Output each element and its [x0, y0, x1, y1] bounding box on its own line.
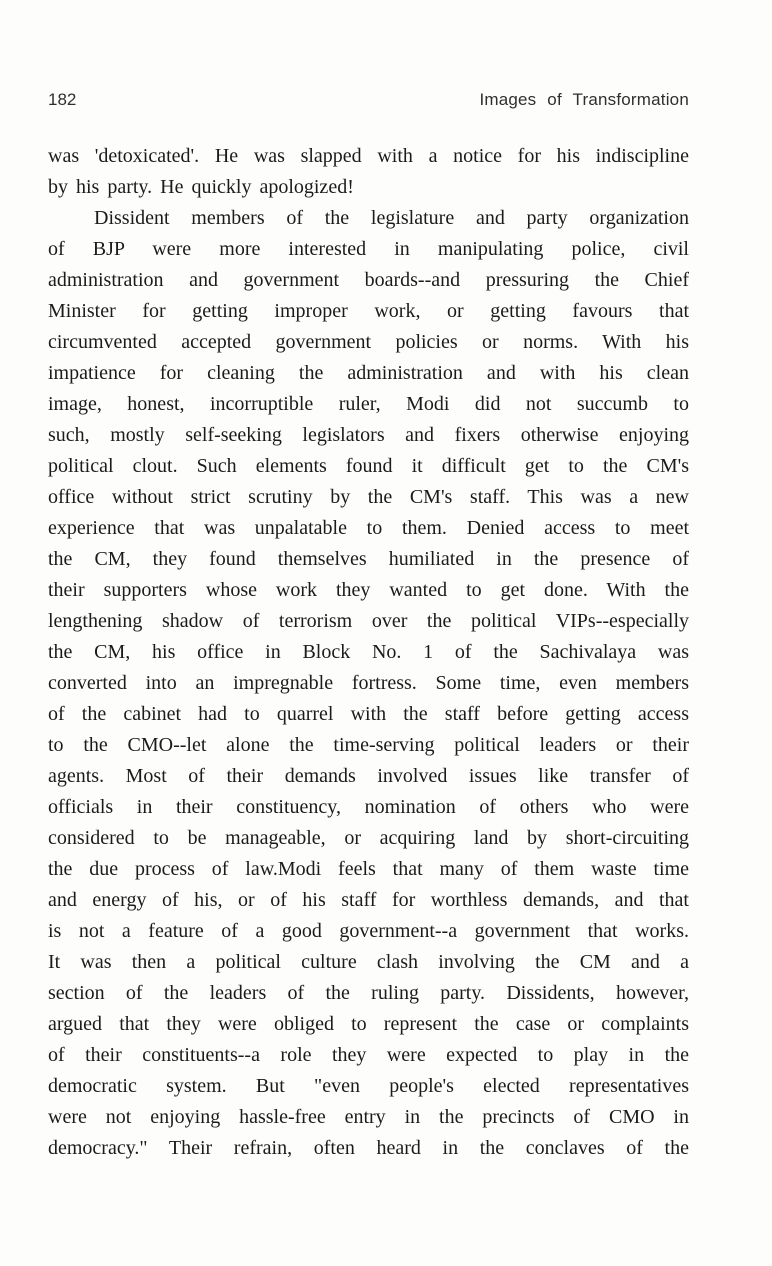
page-header	[48, 90, 689, 110]
text-line: the CM, his office in Block No. 1 of the Sachivalaya was	[48, 641, 689, 663]
text-line: political clout. Such elements found it difficult get to the CM's	[48, 455, 689, 477]
text-line: Dissident members of the legislature and party organization	[94, 207, 689, 229]
text-line: were not enjoying hassle-free entry in the precincts of CMO in	[48, 1106, 689, 1128]
text-line: image, honest, incorruptible ruler, Modi did not succumb to	[48, 393, 689, 415]
text-line: and energy of his, or of his staff for worthless demands, and that	[48, 889, 689, 911]
text-line: Minister for getting improper work, or getting favours that	[48, 300, 689, 322]
text-line: the due process of law.Modi feels that many of them waste time	[48, 858, 689, 880]
text-line: agents. Most of their demands involved issues like transfer of	[48, 765, 689, 787]
text-line: lengthening shadow of terrorism over the political VIPs--especially	[48, 610, 689, 632]
text-line: is not a feature of a good government--a government that works.	[48, 920, 689, 942]
paragraph	[48, 203, 689, 1164]
text-line: was 'detoxicated'. He was slapped with a notice for his indiscipline	[48, 145, 689, 167]
paragraph	[48, 141, 689, 203]
text-line: It was then a political culture clash involving the CM and a	[48, 951, 689, 973]
text-line: administration and government boards--and pressuring the Chief	[48, 269, 689, 291]
text-line: argued that they were obliged to represent the case or complaints	[48, 1013, 689, 1035]
text-line: converted into an impregnable fortress. Some time, even members	[48, 672, 689, 694]
text-line: the CM, they found themselves humiliated in the presence of	[48, 548, 689, 570]
text-line: by his party. He quickly apologized!	[48, 176, 354, 198]
page-number: 182	[48, 90, 77, 109]
running-head-title: Images of Transformation	[479, 90, 689, 109]
text-line: office without strict scrutiny by the CM's staff. This was a new	[48, 486, 689, 508]
text-line: of the cabinet had to quarrel with the staff before getting access	[48, 703, 689, 725]
text-line: impatience for cleaning the administration and with his clean	[48, 362, 689, 384]
text-line: democratic system. But "even people's elected representatives	[48, 1075, 689, 1097]
text-line: considered to be manageable, or acquiring land by short-circuiting	[48, 827, 689, 849]
text-line: democracy." Their refrain, often heard in the conclaves of the	[48, 1137, 689, 1159]
text-line: circumvented accepted government policies or norms. With his	[48, 331, 689, 353]
text-line: their supporters whose work they wanted to get done. With the	[48, 579, 689, 601]
text-line: experience that was unpalatable to them. Denied access to meet	[48, 517, 689, 539]
text-line: section of the leaders of the ruling party. Dissidents, however,	[48, 982, 689, 1004]
text-line: of BJP were more interested in manipulating police, civil	[48, 238, 689, 260]
text-line: officials in their constituency, nomination of others who were	[48, 796, 689, 818]
text-line: of their constituents--a role they were expected to play in the	[48, 1044, 689, 1066]
text-line: such, mostly self-seeking legislators and fixers otherwise enjoying	[48, 424, 689, 446]
text-line: to the CMO--let alone the time-serving political leaders or their	[48, 734, 689, 756]
body-text	[48, 141, 689, 1164]
